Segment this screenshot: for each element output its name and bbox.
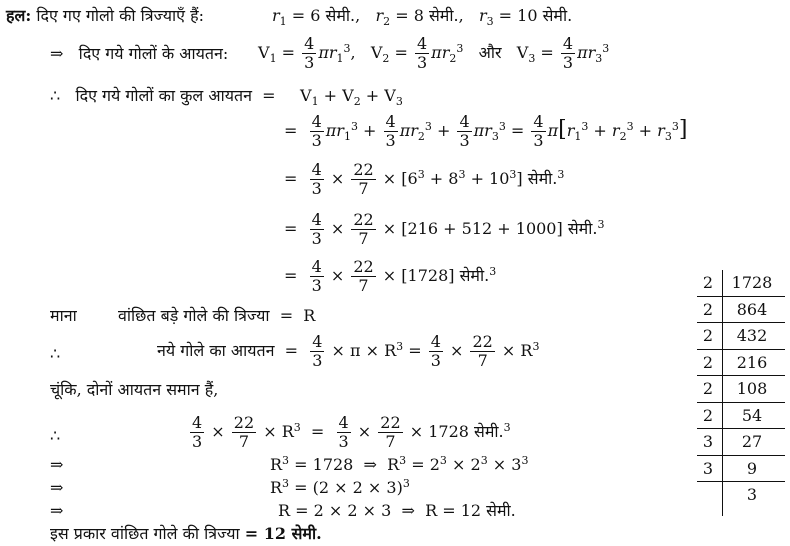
given-radii-line (6, 6, 204, 26)
divisor-cell: 2 (702, 352, 714, 372)
quotient-cell: 3 (746, 485, 758, 504)
r2-value: 8 सेमी., (413, 6, 464, 25)
divisor-cell: 2 (702, 405, 714, 425)
conclusion-value: = 12 सेमी. (244, 524, 322, 543)
step-1728: = $\frac{4}{3}$ × $\frac{22}{7}$ × [1728] सेमी.$^3$ (284, 257, 497, 295)
r-cube-1728: $R^3 = 1728$ ⇒ $R^3 = 2^3 \times 2^3 \times 3^3$ (270, 454, 529, 474)
total-volume-expansion: = $\frac{4}{3}$ $\pi r_1^3$ + $\frac{4}{3}$ $\pi r_2^3$ + $\frac{4}{3}$ $\pi r_3^3$ = $\frac{4}{3}$ $\pi[r_1^3 + r_2^3 + r_3^3]$ (284, 112, 688, 150)
r-value-line: R = 2 × 2 × 3 ⇒ R = 12 सेमी. (278, 501, 516, 520)
given-radii-text: दिए गए गोलो की त्रिज्याएँ हैं: (36, 6, 204, 25)
radii-values: $r_1 = 6$ सेमी., $r_2 = 8$ सेमी., $r_3 = 10$ सेमी. (272, 6, 573, 29)
division-table-row (697, 270, 787, 296)
implies-3: ⇒ (50, 501, 64, 520)
quotient-cell: 54 (741, 405, 763, 425)
divisor-cell: 3 (702, 458, 714, 478)
quotient-cell: 1728 (731, 273, 773, 292)
division-table-row (697, 350, 787, 376)
divisor-cell: 2 (702, 273, 714, 292)
implies-1: ⇒ (50, 455, 64, 474)
quotient-cell: 9 (746, 458, 758, 478)
r-cube-factored: $R^3 = (2 \times 2 \times 3)^3$ (270, 477, 410, 497)
since-line: चूंकि, दोनों आयतन समान हैं, (50, 380, 219, 399)
total-volume-sum: $V_1 + V_2 + V_3$ (300, 86, 403, 109)
total-volume-text: दिए गये गोलों का कुल आयतन (75, 86, 252, 105)
division-table-row (697, 403, 787, 429)
total-volume-line: ∴ दिए गये गोलों का कुल आयतन = (50, 86, 276, 105)
division-table-row (697, 429, 787, 455)
new-volume-line: नये गोले का आयतन = $\frac{4}{3}$ × $\pi \times R^3$ = $\frac{4}{3}$ × $\frac{22}{7}$ × $R^3$ (157, 332, 540, 370)
conclusion-line: इस प्रकार वांछित गोले की त्रिज्या = 12 सेमी. (50, 524, 322, 543)
therefore-symbol-2: ∴ (50, 426, 61, 445)
quotient-cell: 108 (736, 379, 768, 398)
divisor-cell: 3 (702, 432, 714, 451)
division-table-row (697, 482, 787, 508)
solution-label: हल: (6, 6, 32, 25)
division-table-row (697, 297, 787, 323)
implies-2: ⇒ (50, 478, 64, 497)
divisor-cell: 2 (702, 299, 714, 319)
division-table-row (697, 456, 787, 482)
quotient-cell: 27 (741, 432, 763, 451)
volumes-line: ⇒ दिए गये गोलों के आयतन: (50, 44, 229, 63)
step-sum: = $\frac{4}{3}$ × $\frac{22}{7}$ × [216 + 512 + 1000] सेमी.$^3$ (284, 210, 605, 248)
therefore-symbol-1: ∴ (50, 344, 61, 363)
r3-value: 10 सेमी. (517, 6, 573, 25)
volumes-formulas: $V_1$ = $\frac{4}{3}$ $\pi r_1^3$, $V_2$ = $\frac{4}{3}$ $\pi r_2^3$ और $V_3$ = $\frac{4}{3}$ $\pi r_3^3$ (258, 34, 610, 72)
divisor-cell: 2 (702, 326, 714, 345)
quotient-cell: 432 (736, 326, 768, 345)
volumes-text: दिए गये गोलों के आयतन: (78, 44, 229, 63)
step-cubes: = $\frac{4}{3}$ × $\frac{22}{7}$ × $[6^3 + 8^3 + 10^3]$ सेमी.$^3$ (284, 160, 565, 198)
assume-radius: वांछित बड़े गोले की त्रिज्या = R (118, 306, 316, 325)
divisor-cell: 2 (702, 379, 714, 398)
quotient-cell: 864 (736, 299, 768, 319)
equal-volumes-eq: $\frac{4}{3}$ × $\frac{22}{7}$ × $R^3$ = $\frac{4}{3}$ × $\frac{22}{7}$ × 1728 सेमी.$^3$ (192, 413, 511, 451)
r1-value: 6 सेमी., (310, 6, 361, 25)
quotient-cell: 216 (736, 352, 768, 372)
and-word: और (478, 43, 502, 62)
division-table-row (697, 376, 787, 402)
assume-line: माना (50, 306, 77, 325)
division-table-row (697, 323, 787, 349)
